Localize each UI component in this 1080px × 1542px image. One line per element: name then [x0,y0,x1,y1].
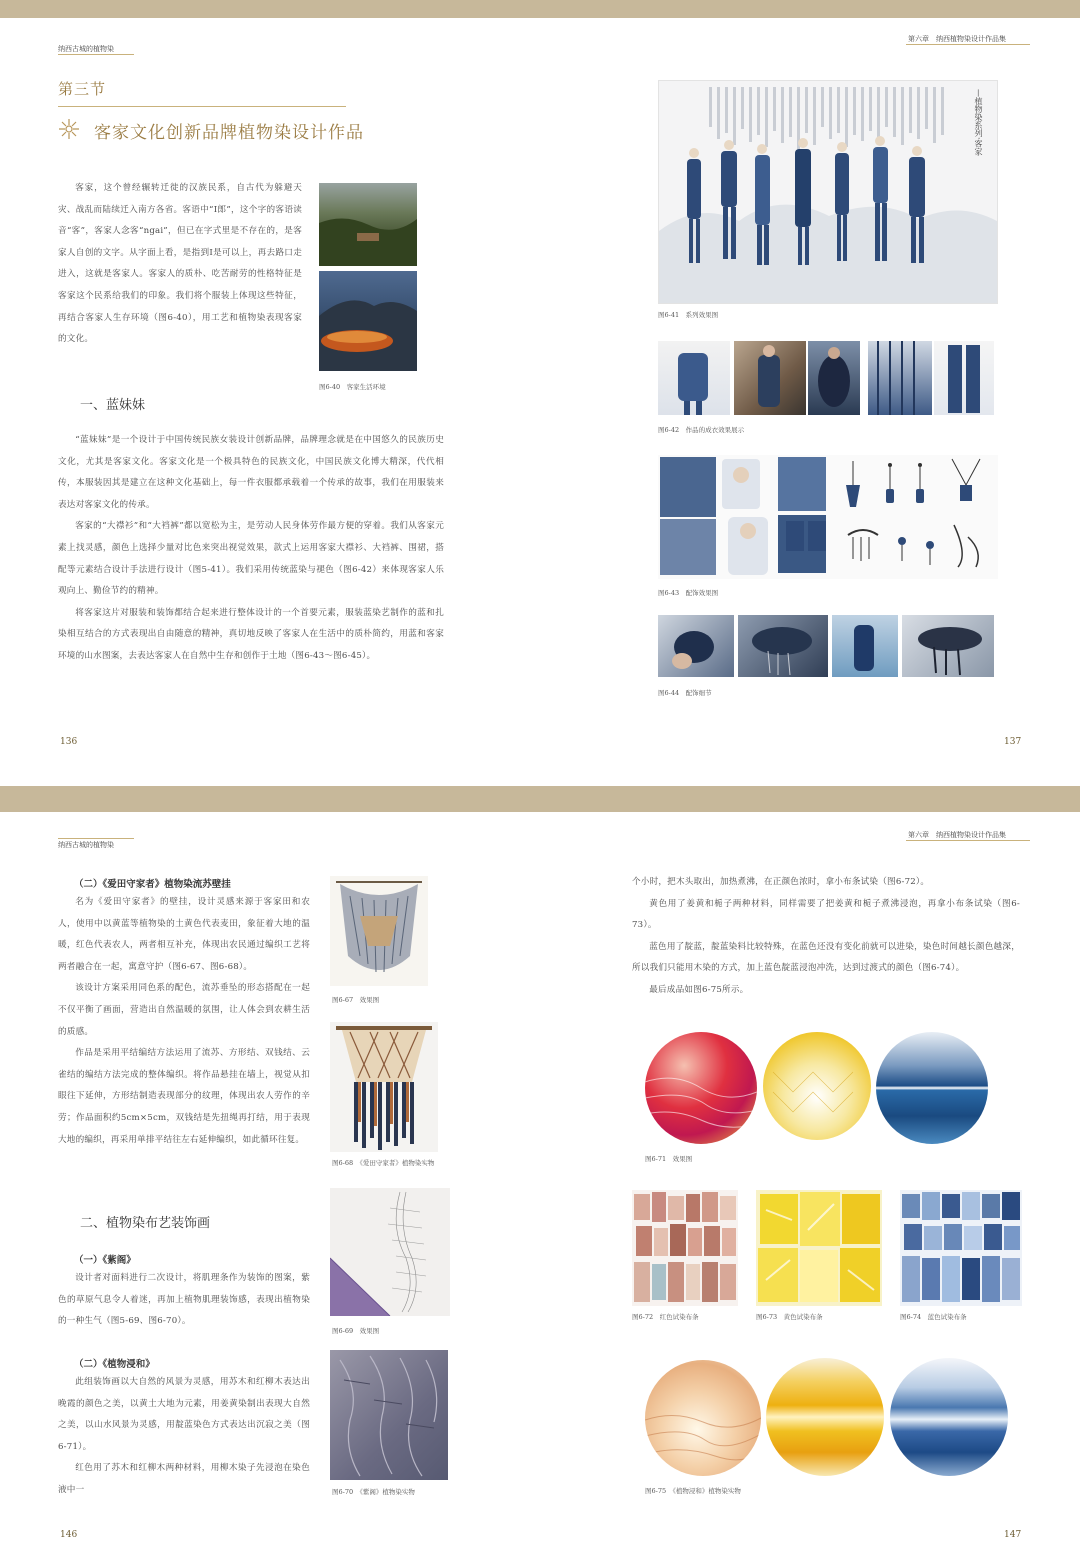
accessory-detail-photo [832,615,898,677]
page-number: 147 [1004,1530,1022,1540]
head-rule [58,54,134,55]
model-photo [734,341,806,415]
red-test-swatches [632,1190,738,1306]
body-paragraphs: “蓝妹妹”是一个设计于中国传统民族女装设计创新品牌，品牌理念就是在中国悠久的民族历史文化，尤其是客家文化。客家文化是一个极具特色的民族文化，中国民族文化博大精深，代代相传，本服装因其是建立在这种文化基础上，每一件衣服都承载着一个传承的故事，我们在用服装来表达对客家文化的传承。 客家的“大襟衫”和“大裆裤”都以宽松为主，是劳动人民身体劳作最方便的穿着。我们从客家元素上找灵感，颜色上选择少量对比色来突出视觉效果，款式上运用客家大襟衫、大裆裤、围裙，搭配等元素结合设计手法进行设计（图5-41）。我们采用传统蓝染与褪色（图6-42）来体现客家人乐观向上、勤俭节约的精神。 将客家这片对服装和装饰都结合起来进行整体设计的一个首要元素，服装蓝染艺制作的蓝和扎染相互结合的方式表现出自由随意的精神，真切地反映了客家人在生活中的质朴简约，用蓝和客家环境的山水图案，去表达客家人在自然中生存和创作于土地（图6-43～图6-45）。 [58,435,444,661]
accessory-detail-photo [902,615,994,677]
blue-landscape-rendering [876,1032,988,1144]
indigo-fabric-photo [868,341,932,415]
head-rule [906,44,1030,45]
figure-caption: 图6-71 效果图 [645,1155,693,1163]
subhead-blue-sister: 一、蓝妹妹 [80,398,146,413]
figure-caption: 图6-43 配饰效果图 [658,589,719,597]
figure-caption: 图6-41 系列效果图 [658,311,719,319]
red-sunset-rendering [645,1032,757,1144]
blue-dye-artwork [890,1358,1008,1476]
yellow-field-rendering [763,1032,871,1140]
wall-hanging-photo [330,1022,438,1152]
running-head: 纳西古城的植物染 [58,841,114,849]
purple-pavilion-photo [330,1350,448,1480]
model-photo-dark [808,341,860,415]
yellow-dye-artwork [766,1358,884,1476]
accessory-sheet [658,455,998,579]
subhead-purple-pavilion: （一）《紫阁》 [74,1255,136,1266]
wall-hanging-rendering [330,876,428,986]
body-paragraphs: 个小时，把木头取出，加热煮沸，在正颜色浓时，拿小布条试染（图6-72）。 黄色用了姜黄和栀子两种材料，同样需要了把姜黄和栀子煮沸浸泡，再拿小布条试染（图6-73）。 蓝色用了靛蓝，靛蓝染料比较特殊，在蓝色还没有变化前就可以进染，染色时间越长颜色越深，所以我们只能用木染的方式，加上蓝色靛蓝浸泡冲洗，达到过渡式的颜色（图6-74）。 最后成品如图6-75所示。 [632,877,1020,995]
section-label: 第三节 [58,80,107,98]
running-head: 第六章 纳西植物染设计作品集 [908,35,1006,43]
body-paragraphs: 此组装饰画以大自然的风景为灵感，用苏木和红柳木表达出晚霞的颜色之美，以黄土大地为元素，用姜黄染制出表现大自然之美，以山水风景为灵感，用靛蓝染色方式表达出沉寂之美（图6-71）。 红色用了苏木和红柳木两种材料，用柳木染子先浸泡在染色液中一 [58,1377,310,1495]
figure-caption: 图6-68 《爱田守家者》植物染实物 [332,1159,435,1167]
poster-vertical-title: —植物染系列·客家 [974,89,983,156]
head-rule [58,838,134,839]
section-title: 客家文化创新品牌植物染设计作品 [94,123,364,143]
flower-ornament-icon [58,118,80,140]
middle-band [0,786,1080,812]
figure-caption: 图6-72 红色试染布条 [632,1313,699,1321]
accessory-detail-photo [738,615,828,677]
subhead-plant-harmony: （二）《植物浸和》 [74,1359,155,1370]
page-number: 146 [60,1530,78,1540]
subhead-wall-hanging: （二）《爱田守家者》植物染流苏壁挂 [74,879,231,890]
body-paragraph: 设计者对面料进行二次设计，将肌理条作为装饰的图案，紫色的草原气息令人着迷，再加上植物肌理装饰感，表现出植物染的一种生气（图5-69、图6-70）。 [58,1273,310,1327]
purple-pavilion-rendering [330,1188,450,1316]
intro-paragraph: 客家，这个曾经辗转迁徙的汉族民系，自古代为躲避天灾、战乱而陆续迁入南方各省。客语中“Ⅰ郎”，这个字的客语读音“客”，客家人念客“ngai”，但已在字式里是不存在的，是客家人自创的文字。从字面上看，是指到Ⅰ是可以上，再去路口走进入，这就是客家人。客家人的质朴、吃苦耐劳的性格特征是客家这个民系给我们的印象。我们将个服装上体现这些特征，再结合客家人生存环境（图6-40），用工艺和植物染表现客家的文化。 [58,183,302,345]
figure-caption: 图6-44 配饰细节 [658,689,712,697]
running-head: 第六章 纳西植物染设计作品集 [908,831,1006,839]
accessory-detail-photo [658,615,734,677]
top-band [0,0,1080,18]
hakka-village-photo [319,183,417,266]
running-head: 纳西古城的植物染 [58,45,114,53]
yellow-test-swatches [756,1190,882,1306]
figure-caption: 图6-70 《紫阁》植物染实物 [332,1488,415,1496]
figure-caption: 图6-67 效果图 [332,996,380,1004]
page-number: 136 [60,737,78,747]
head-rule [906,840,1030,841]
figure-caption: 图6-73 黄色试染布条 [756,1313,823,1321]
warm-dye-artwork [645,1360,761,1476]
figure-caption: 图6-69 效果图 [332,1327,380,1335]
page-number: 137 [1004,737,1022,747]
series-poster [658,80,998,304]
figure-caption: 图6-74 蓝色试染布条 [900,1313,967,1321]
garment-sketch-image [658,341,730,415]
section-rule [58,106,346,107]
indigo-trousers-photo [934,341,994,415]
body-paragraphs: 名为《爱田守家者》的壁挂，设计灵感来源于客家田和农人，使用中以黄蓝等植物染的土黄色代表麦田，象征着大地的温暖，红色代表农人，两者相互补充，体现出农民通过编织工艺将两者融合在一起，寓意守护（图6-67、图6-68）。 该设计方案采用同色系的配色，流苏垂坠的形态搭配在一起不仅平衡了画面，营造出自然温暖的氛围，让人体会到农耕生活的质感。 作品是采用平结编结方法运用了流苏、方形结、双钱结、云雀结的编结方法完成的整体编织。将作品悬挂在墙上，视觉从扣眼往下延伸，方形结制造表现部分的纹理，体现出农人劳作的辛劳；作品面积约5cm×5cm，双钱结是先扭绳再打结，用于表现大地的编织，再采用单排平结往左右延伸编织，如此循环往复。 [58,897,310,1145]
figure-caption: 图6-75 《植物浸和》植物染实物 [645,1487,741,1495]
figure-caption: 图6-42 作品的成衣效果展示 [658,426,745,434]
figure-caption: 图6-40 客家生活环境 [319,383,386,391]
subhead-decorative-painting: 二、植物染布艺装饰画 [80,1216,211,1231]
blue-test-swatches [900,1190,1022,1306]
hakka-roundhouse-photo [319,271,417,371]
